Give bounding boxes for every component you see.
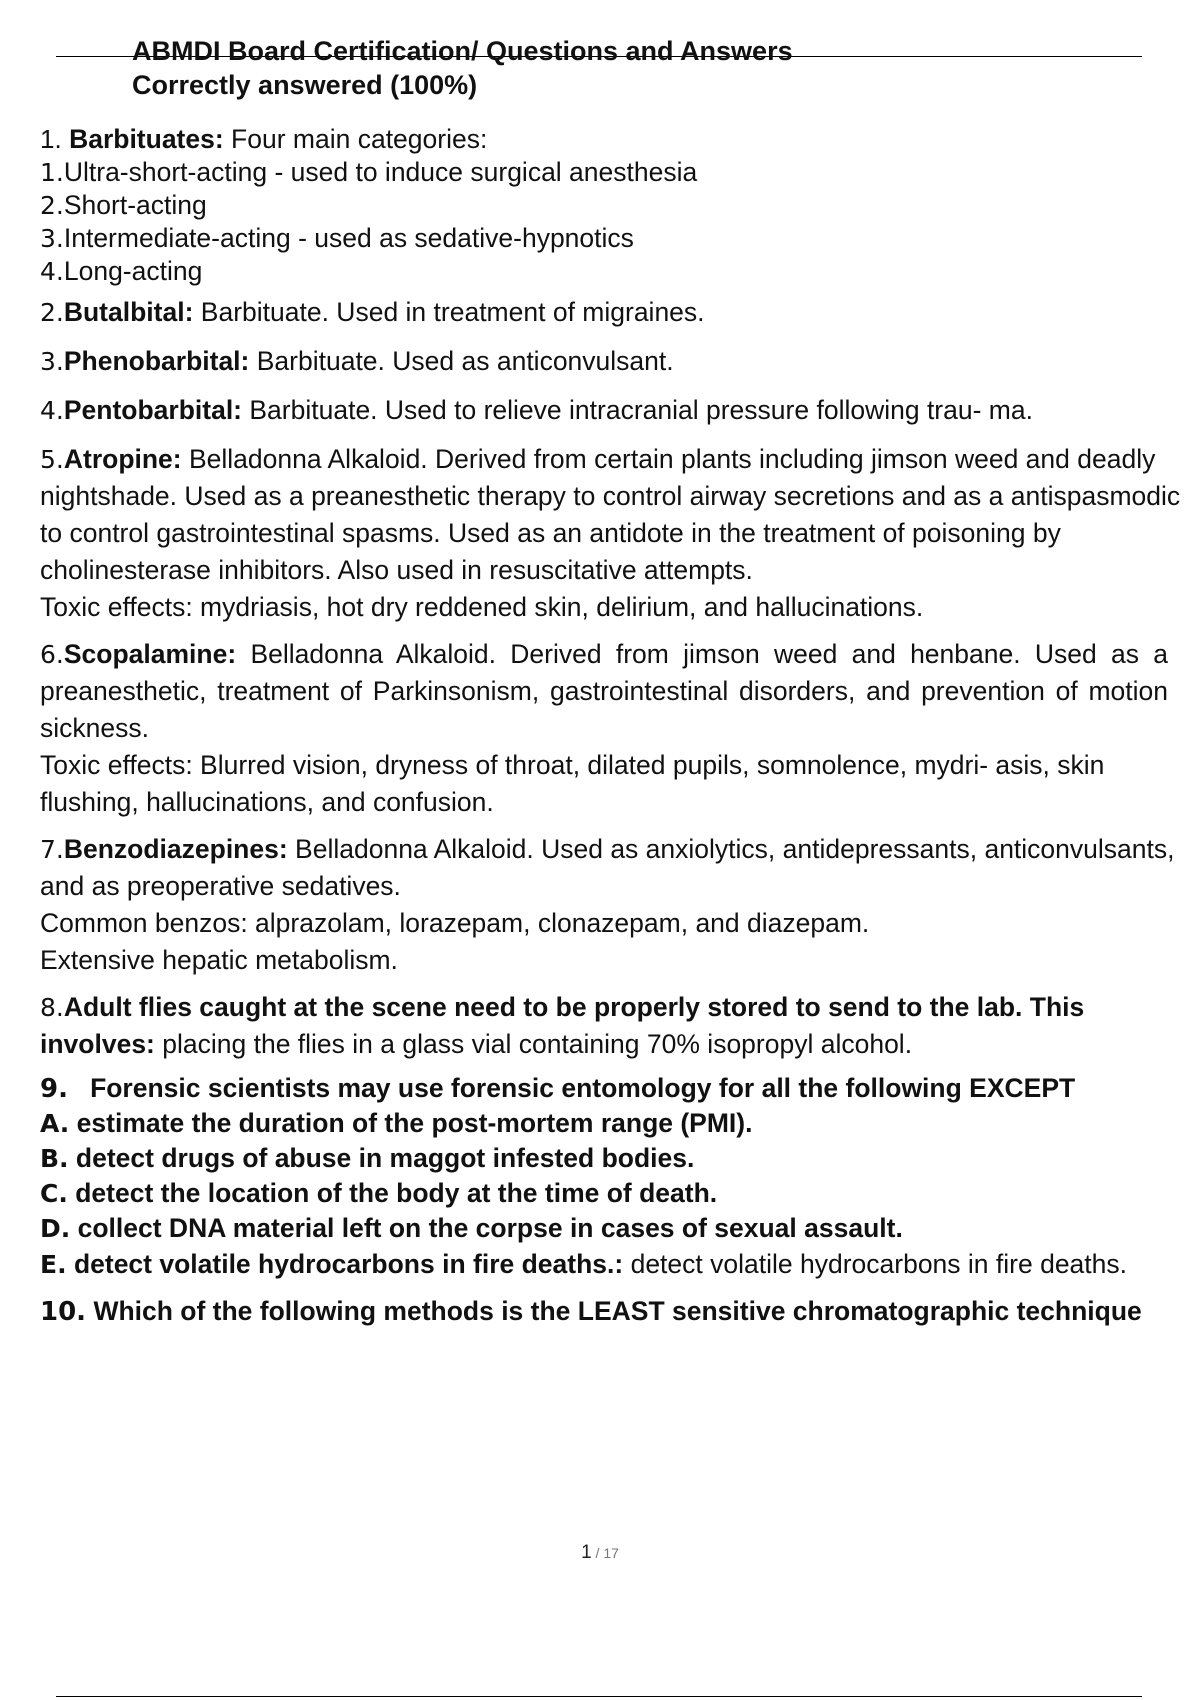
question-text: Belladonna Alkaloid. Derived from jimson weed and henbane. Used as a preanesthetic, treatment of Parkinsonism, gastrointestinal disorders, and prevention of motion sickness. [40,639,1168,743]
page-number [0,1542,1200,1564]
option-letter: D. [40,1214,71,1243]
question-extra: Extensive hepatic metabolism. [40,945,398,975]
option-text: detect the location of the body at the time of death. [67,1178,718,1208]
question-number: 8. [40,993,64,1022]
option-text: collect DNA material left on the corpse in cases of sexual assault. [70,1213,903,1243]
option-text: estimate the duration of the post-mortem range (PMI). [69,1108,753,1138]
sub-item [40,255,1190,288]
footer-rule [56,1696,1142,1697]
option-letter: A. [40,1109,70,1138]
sub-item [40,189,1190,222]
question-extra: Toxic effects: Blurred vision, dryness of throat, dilated pupils, somnolence, mydri- asis, skin flushing, hallucinations, and confusion. [40,750,1105,817]
question-text: Belladonna Alkaloid. Derived from certain plants including jimson weed and deadly nightshade. Used as a preanesthetic therapy to control airway secretions and as a antispasmodic to control gastrointestinal spasms. Used as an antidote in the treatment of poisoning by cholinesterase inhibitors. Also used in resuscitative attempts. [40,444,1181,585]
question-extra: Common benzos: alprazolam, lorazepam, clonazepam, and diazepam. [40,908,870,938]
question-text: Barbituate. Used as anticonvulsant. [249,346,674,376]
page-current: 1 [581,1542,592,1563]
answer-option [40,1211,1190,1246]
question-8 [40,989,1190,1063]
title-line-2: Correctly answered (100%) [132,70,478,100]
question-number: 1. [40,124,62,154]
question-text: Four main categories: [223,124,488,154]
question-3 [40,343,1190,380]
answer-option [40,1141,1190,1176]
question-term: Scopalamine: [63,639,237,669]
answer-option [40,1246,1190,1283]
question-term: Barbituates: [69,124,224,154]
question-number: 7. [40,835,64,864]
sub-item-number: 4. [40,257,64,286]
answer-text: detect volatile hydrocarbons in fire deaths. [623,1249,1128,1279]
option-letter: C. [40,1179,68,1208]
question-text: Barbituate. Used to relieve intracranial pressure following trau- ma. [242,395,1033,425]
question-term: Forensic scientists may use forensic entomology for all the following EXCEPT [90,1073,1076,1103]
title-line-1: ABMDI Board Certification/ Questions and Answers [132,36,793,66]
question-number: 5. [40,445,64,474]
sub-item-number: 1. [40,158,64,187]
sub-item-text: Intermediate-acting - used as sedative-hypnotics [63,223,634,253]
question-term: Phenobarbital: [63,346,250,376]
option-letter: E. [40,1250,67,1279]
question-10 [40,1293,1190,1331]
sub-item-number: 3. [40,224,64,253]
question-text: placing the flies in a glass vial containing 70% isopropyl alcohol. [154,1029,913,1059]
sub-item-number: 2. [40,191,64,220]
page-total: / 17 [591,1545,619,1561]
sub-item-text: Long-acting [63,256,203,286]
question-7 [40,831,1190,979]
question-4 [40,392,1190,429]
question-list [40,122,1190,1342]
question-term: Benzodiazepines: [63,834,288,864]
question-term: Pentobarbital: [63,395,243,425]
question-5 [40,441,1190,626]
question-term: Atropine: [63,444,182,474]
question-text: Barbituate. Used in treatment of migraines. [193,297,705,327]
sub-item [40,156,1190,189]
question-term: Butalbital: [63,297,194,327]
question-number: 3. [40,347,64,376]
question-number: 10. [40,1297,87,1327]
question-number: 4. [40,396,64,425]
question-term: Adult flies caught at the scene need to be properly stored to send to the lab. This involves: [40,992,1085,1059]
option-letter: B. [40,1144,69,1173]
question-text: Belladonna Alkaloid. Used as anxiolytics, antidepressants, anticonvulsants, and as preoperative sedatives. [40,834,1175,901]
sub-item-text: Ultra-short-acting - used to induce surgical anesthesia [63,157,698,187]
question-number: 2. [40,298,64,327]
page-title [132,34,793,102]
sub-item-text: Short-acting [63,190,207,220]
question-6 [40,636,1190,821]
option-text: detect volatile hydrocarbons in fire deaths.: [66,1249,624,1279]
answer-option [40,1106,1190,1141]
answer-option [40,1176,1190,1211]
question-1 [40,122,1190,288]
sub-item [40,222,1190,255]
question-term: Which of the following methods is the LEAST sensitive chromatographic technique [93,1296,1142,1326]
question-number: 6. [40,640,64,669]
question-number: 9. [40,1074,68,1104]
question-extra: Toxic effects: mydriasis, hot dry reddened skin, delirium, and hallucinations. [40,592,924,622]
question-2 [40,294,1190,331]
question-9 [40,1071,1190,1283]
option-text: detect drugs of abuse in maggot infested bodies. [68,1143,695,1173]
